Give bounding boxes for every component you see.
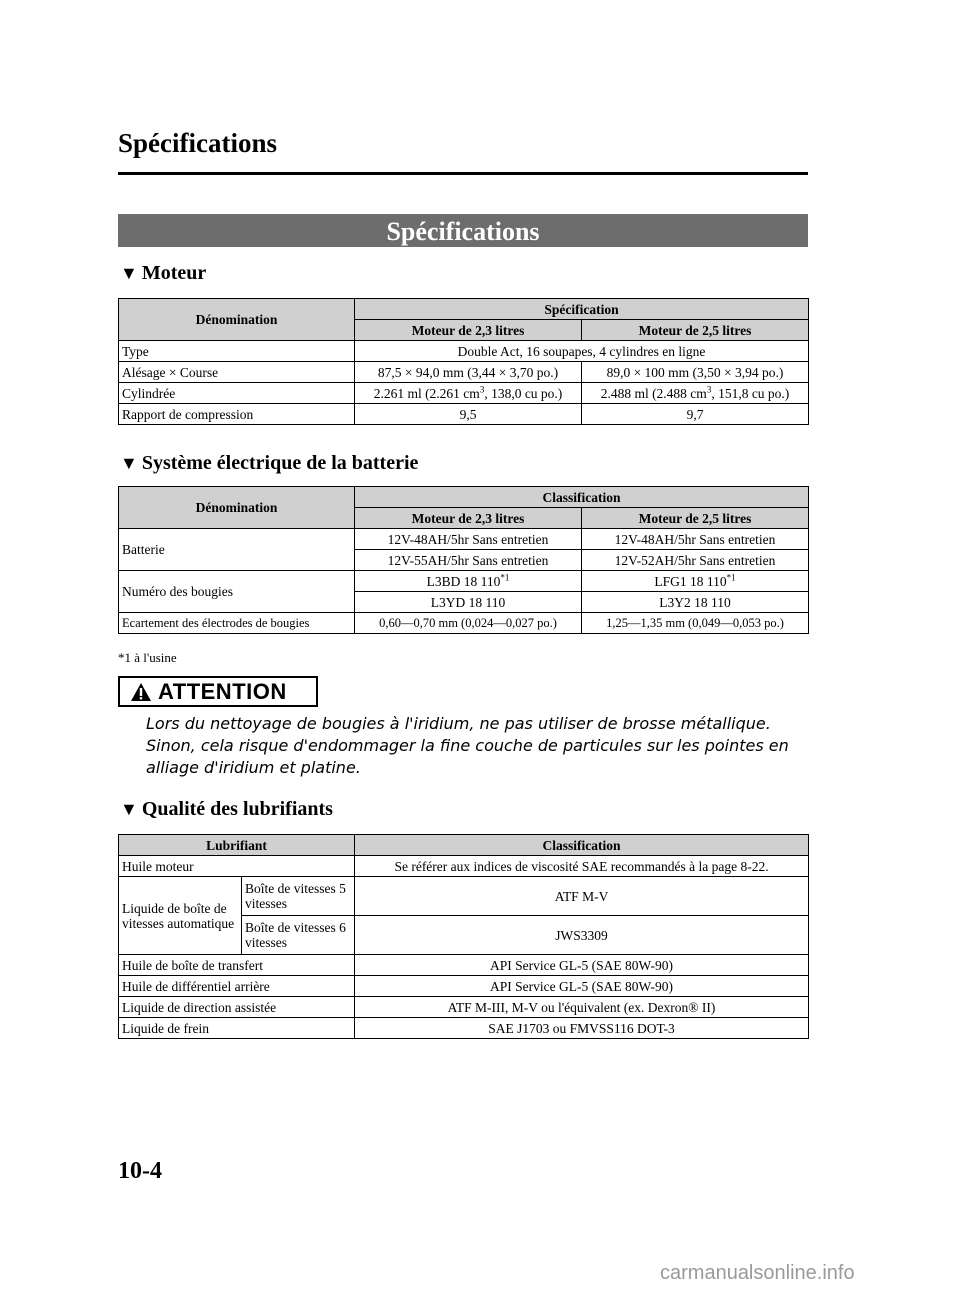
footnote-marker: *1: [500, 572, 510, 582]
row-label: Numéro des bougies: [119, 571, 355, 613]
row-sublabel: Boîte de vitesses 6 vitesses: [242, 916, 355, 955]
row-label: Rapport de compression: [119, 404, 355, 425]
cell-value: L3YD 18 110: [355, 592, 582, 613]
cell-value: 0,60―0,70 mm (0,024―0,027 po.): [355, 613, 582, 634]
col-header-name: Dénomination: [119, 487, 355, 529]
moteur-heading: [120, 262, 206, 285]
table-row: [119, 955, 809, 976]
table-row: [119, 877, 809, 916]
table-row: [119, 487, 809, 508]
section-banner: Spécifications: [118, 214, 808, 247]
moteur-heading-label: Moteur: [141, 262, 207, 284]
cell-value: API Service GL-5 (SAE 80W-90): [355, 955, 809, 976]
footnote-marker: *1: [726, 572, 736, 582]
row-label: Batterie: [119, 529, 355, 571]
batterie-heading-label: Système électrique de la batterie: [141, 452, 419, 474]
cell-value: ATF M-III, M-V ou l'équivalent (ex. Dexron® II): [355, 997, 809, 1018]
watermark: carmanualsonline.info: [660, 1262, 855, 1284]
cell-value: JWS3309: [355, 916, 809, 955]
cell-value: 89,0 × 100 mm (3,50 × 3,94 po.): [582, 362, 809, 383]
attention-box: [118, 676, 318, 707]
table-row: [119, 856, 809, 877]
cell-value: API Service GL-5 (SAE 80W-90): [355, 976, 809, 997]
cell-value: [355, 571, 582, 592]
triangle-down-icon: ▼: [120, 263, 138, 283]
cell-text: 2.488 ml (2.488 cm: [600, 385, 707, 401]
lubrifiants-table: [118, 834, 809, 1039]
table-row: [119, 404, 809, 425]
col-header-group: Spécification: [355, 299, 809, 320]
table-row: [119, 571, 809, 592]
row-label: Ecartement des électrodes de bougies: [119, 613, 355, 634]
table-row: [119, 299, 809, 320]
table-row: [119, 383, 809, 404]
cell-text: LFG1 18 110: [654, 573, 727, 589]
lubrifiants-heading: [120, 798, 333, 821]
attention-text: Lors du nettoyage de bougies à l'iridium, ne pas utiliser de brosse métallique. Sinon, cela risque d'endommager la fine couche de particules sur les pointes en alliage d'iridium et platine.: [146, 714, 789, 777]
table-row: [119, 341, 809, 362]
row-label: Huile moteur: [119, 856, 355, 877]
row-label: Type: [119, 341, 355, 362]
cell-value: Se référer aux indices de viscosité SAE recommandés à la page 8-22.: [355, 856, 809, 877]
table-row: [119, 997, 809, 1018]
table-row: [119, 362, 809, 383]
page-header-title: Spécifications: [118, 128, 277, 158]
header-rule: [118, 172, 808, 175]
batterie-table: [118, 486, 809, 634]
row-label: Liquide de boîte de vitesses automatique: [119, 877, 242, 955]
row-label: Liquide de frein: [119, 1018, 355, 1039]
cell-value: [582, 383, 809, 404]
cell-text: L3BD 18 110: [426, 573, 501, 589]
cell-value: [582, 571, 809, 592]
cell-value: L3Y2 18 110: [582, 592, 809, 613]
col-header-b: Moteur de 2,5 litres: [582, 508, 809, 529]
moteur-table: [118, 298, 809, 425]
triangle-down-icon: ▼: [120, 799, 138, 819]
cell-value: 9,5: [355, 404, 582, 425]
triangle-down-icon: ▼: [120, 453, 138, 473]
cell-value: Double Act, 16 soupapes, 4 cylindres en ligne: [355, 341, 809, 362]
table-row: [119, 613, 809, 634]
row-label: Alésage × Course: [119, 362, 355, 383]
row-label: Huile de différentiel arrière: [119, 976, 355, 997]
cell-value: SAE J1703 ou FMVSS116 DOT-3: [355, 1018, 809, 1039]
attention-label: ATTENTION: [158, 678, 287, 704]
col-header-name: Lubrifiant: [119, 835, 355, 856]
col-header-a: Moteur de 2,3 litres: [355, 320, 582, 341]
lubrifiants-heading-label: Qualité des lubrifiants: [141, 798, 333, 820]
row-label: Huile de boîte de transfert: [119, 955, 355, 976]
cell-value: 12V-48AH/5hr Sans entretien: [582, 529, 809, 550]
cell-text: , 138,0 cu po.): [484, 385, 563, 401]
col-header-value: Classification: [355, 835, 809, 856]
row-label: Liquide de direction assistée: [119, 997, 355, 1018]
table-row: [119, 976, 809, 997]
warning-icon: [130, 682, 152, 702]
cell-value: 1,25―1,35 mm (0,049―0,053 po.): [582, 613, 809, 634]
cell-value: 12V-52AH/5hr Sans entretien: [582, 550, 809, 571]
superscript: 3: [706, 384, 712, 394]
col-header-a: Moteur de 2,3 litres: [355, 508, 582, 529]
cell-text: , 151,8 cu po.): [711, 385, 790, 401]
cell-text: 2.261 ml (2.261 cm: [373, 385, 480, 401]
table-row: [119, 1018, 809, 1039]
cell-value: 12V-48AH/5hr Sans entretien: [355, 529, 582, 550]
cell-value: ATF M-V: [355, 877, 809, 916]
table-row: [119, 835, 809, 856]
col-header-group: Classification: [355, 487, 809, 508]
footnote: *1 à l'usine: [118, 650, 177, 665]
cell-value: 9,7: [582, 404, 809, 425]
table-row: [119, 529, 809, 550]
col-header-name: Dénomination: [119, 299, 355, 341]
cell-value: 87,5 × 94,0 mm (3,44 × 3,70 po.): [355, 362, 582, 383]
row-label: Cylindrée: [119, 383, 355, 404]
batterie-heading: [120, 452, 418, 475]
page-number: 10-4: [118, 1158, 162, 1184]
cell-value: [355, 383, 582, 404]
superscript: 3: [479, 384, 485, 394]
col-header-b: Moteur de 2,5 litres: [582, 320, 809, 341]
row-sublabel: Boîte de vitesses 5 vitesses: [242, 877, 355, 916]
cell-value: 12V-55AH/5hr Sans entretien: [355, 550, 582, 571]
